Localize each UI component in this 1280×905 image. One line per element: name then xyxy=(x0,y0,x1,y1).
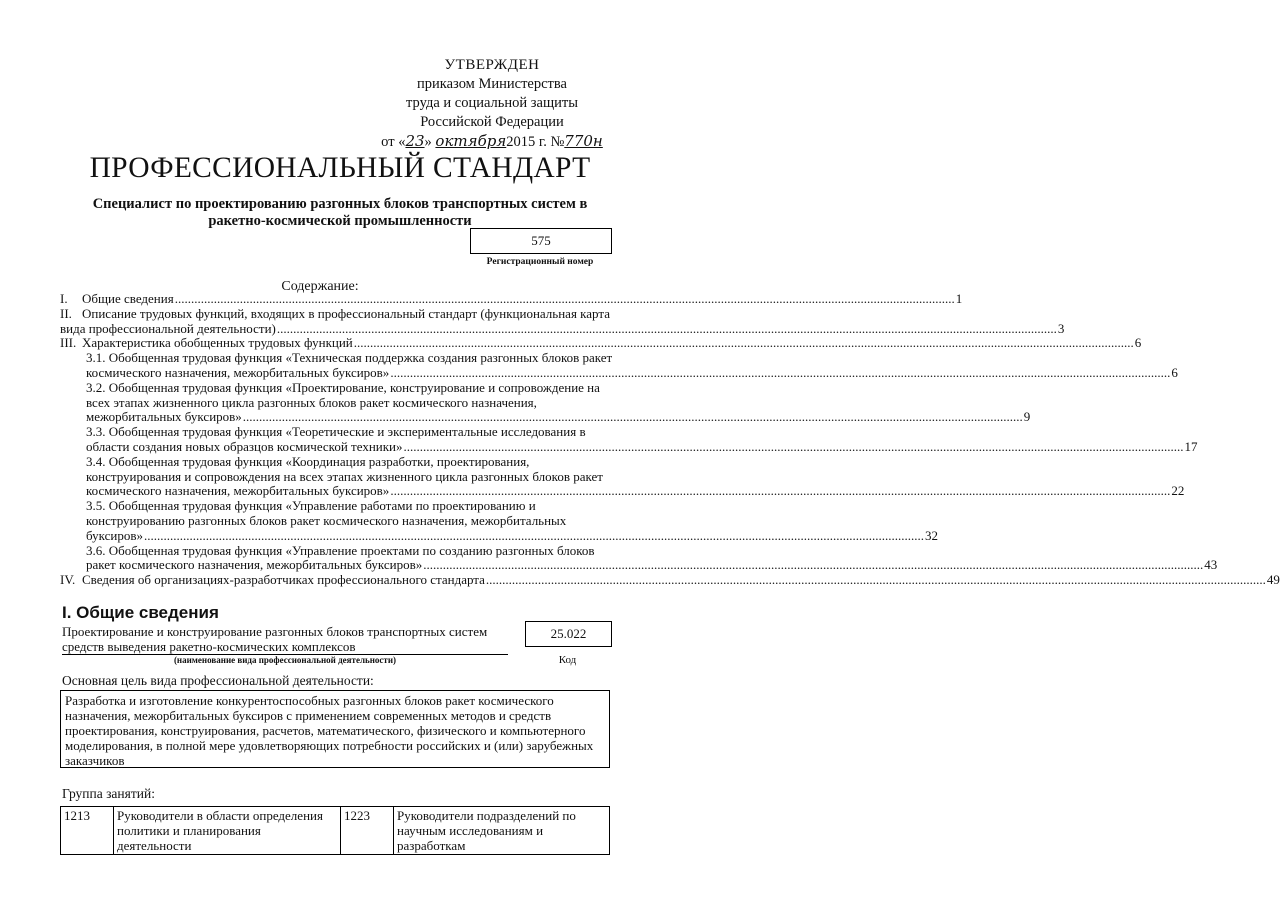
occupation-group-table xyxy=(60,806,610,855)
approval-date xyxy=(372,132,612,152)
goal-label: Основная цель вида профессиональной деятельности: xyxy=(62,673,374,688)
toc-item-title: космического назначения, межорбитальных буксиров» xyxy=(86,364,390,380)
toc-item-title: вида профессиональной деятельности) xyxy=(60,320,276,336)
activity-name-label: (наименование вида профессиональной деятельности) xyxy=(173,655,397,665)
contents-title: Содержание: xyxy=(281,279,359,294)
group-name: Руководители в области определения политики и планирования деятельности xyxy=(114,807,341,855)
toc-item-title: области создания новых образцов космической техники» xyxy=(86,438,403,454)
activity-name-line: средств выведения ракетно-космических комплексов xyxy=(62,639,356,654)
date-prefix: от « xyxy=(381,134,406,150)
toc-item-number: I. xyxy=(60,291,68,306)
toc-item-title: 3.6. Обобщенная трудовая функция «Управление проектами по созданию разгонных блоков xyxy=(86,542,595,558)
toc-item-title: конструирования и сопровождения на всех этапах жизненного цикла разгонных блоков ракет xyxy=(86,468,603,484)
toc-item-title: всех этапах жизненного цикла разгонных блоков ракет космического назначения, xyxy=(86,394,537,410)
toc-item-page: 17 xyxy=(1184,438,1198,454)
activity-code-label: Код xyxy=(558,654,577,666)
toc-item-title: Сведения об организациях-разработчиках профессионального стандарта xyxy=(82,572,485,588)
approval-title: УТВЕРЖДЕН xyxy=(444,57,540,73)
toc-item-number: III. xyxy=(60,335,77,351)
date-day: 23 xyxy=(405,132,425,150)
toc-item-title: конструированию разгонных блоков ракет космического назначения, межорбитальных xyxy=(86,512,567,528)
toc-subitem xyxy=(60,498,938,543)
group-label: Группа занятий: xyxy=(62,786,155,801)
page-subtitle xyxy=(80,196,600,230)
toc-item-page: 6 xyxy=(1171,364,1178,380)
date-month: октября xyxy=(435,132,507,150)
date-mid: » xyxy=(424,134,432,150)
toc-subitem xyxy=(60,424,1198,455)
approval-line: труда и социальной защиты xyxy=(406,95,578,111)
toc-subitem xyxy=(60,542,1218,574)
registration-number-label: Регистрационный номер xyxy=(486,257,594,267)
toc-item xyxy=(60,335,1142,351)
toc-item xyxy=(60,307,614,322)
toc-item-continuation xyxy=(60,320,1065,337)
approval-line: приказом Министерства xyxy=(417,76,567,92)
toc-item-page: 1 xyxy=(955,291,963,306)
toc-item-page: 6 xyxy=(1134,335,1142,351)
toc-item-page: 43 xyxy=(1204,557,1218,573)
approval-line: Российской Федерации xyxy=(420,114,564,130)
goal-text-box: Разработка и изготовление конкурентоспособных разгонных блоков ракет космического назначения, межорбитальных буксиров с применением современных методов и средств проектирования, конструирования, расчетов, математического, физического и компьютерного моделирования, в полной мере удовлетворяющих потребности российских и (или) зарубежных заказчиков xyxy=(60,690,610,768)
approval-block xyxy=(372,56,612,152)
toc-item-title: Характеристика обобщенных трудовых функций xyxy=(82,335,353,351)
group-code: 1223 xyxy=(341,807,394,855)
toc-item-title: 3.1. Обобщенная трудовая функция «Техническая поддержка создания разгонных блоков ракет xyxy=(86,350,613,366)
toc-item-title: Описание трудовых функций, входящих в профессиональный стандарт (функциональная карта xyxy=(82,305,610,321)
toc-item xyxy=(60,572,1280,588)
toc-item-title: 3.5. Обобщенная трудовая функция «Управление работами по проектированию и xyxy=(86,498,536,514)
toc-subitem xyxy=(60,453,1185,499)
toc-item-page: 32 xyxy=(924,527,938,543)
toc-item-title: межорбитальных буксиров» xyxy=(86,409,242,425)
toc-item xyxy=(60,291,963,307)
toc-item-title: 3.2. Обобщенная трудовая функция «Проектирование, конструирование и сопровождение на xyxy=(86,379,600,395)
table-of-contents xyxy=(60,291,1280,588)
toc-item-page: 3 xyxy=(1057,320,1065,336)
group-code: 1213 xyxy=(61,807,114,855)
toc-item-title: Общие сведения xyxy=(82,291,174,306)
order-number: 770н xyxy=(564,132,603,150)
subtitle-line: ракетно-космической промышленности xyxy=(208,213,472,229)
registration-number-box: 575 xyxy=(470,228,612,254)
activity-name xyxy=(62,624,508,655)
activity-name-line: Проектирование и конструирование разгонных блоков транспортных систем xyxy=(62,624,488,639)
table-row xyxy=(61,807,610,855)
subtitle-line: Специалист по проектированию разгонных блоков транспортных систем в xyxy=(92,196,588,212)
toc-item-page: 22 xyxy=(1171,483,1185,499)
toc-item-page: 9 xyxy=(1023,409,1031,425)
toc-item-page: 49 xyxy=(1266,572,1280,588)
toc-item-title: космического назначения, межорбитальных буксиров» xyxy=(86,483,390,499)
toc-item-title: 3.4. Обобщенная трудовая функция «Координация разработки, проектирования, xyxy=(86,453,530,469)
section-heading: I. Общие сведения xyxy=(62,603,219,622)
page-title: ПРОФЕССИОНАЛЬНЫЙ СТАНДАРТ xyxy=(89,152,591,184)
activity-code-box: 25.022 xyxy=(525,621,612,647)
group-name: Руководители подразделений по научным исследованиям и разработкам xyxy=(394,807,610,855)
toc-subitem xyxy=(60,379,1031,425)
toc-item-title: буксиров» xyxy=(86,527,143,543)
toc-item-number: II. xyxy=(60,305,72,321)
toc-item-title: 3.3. Обобщенная трудовая функция «Теоретические и экспериментальные исследования в xyxy=(86,424,586,440)
date-year: 2015 г. № xyxy=(506,134,565,150)
toc-item-number: IV. xyxy=(60,572,76,588)
toc-subitem xyxy=(60,350,1178,381)
toc-item-title: ракет космического назначения, межорбитальных буксиров» xyxy=(86,557,423,573)
